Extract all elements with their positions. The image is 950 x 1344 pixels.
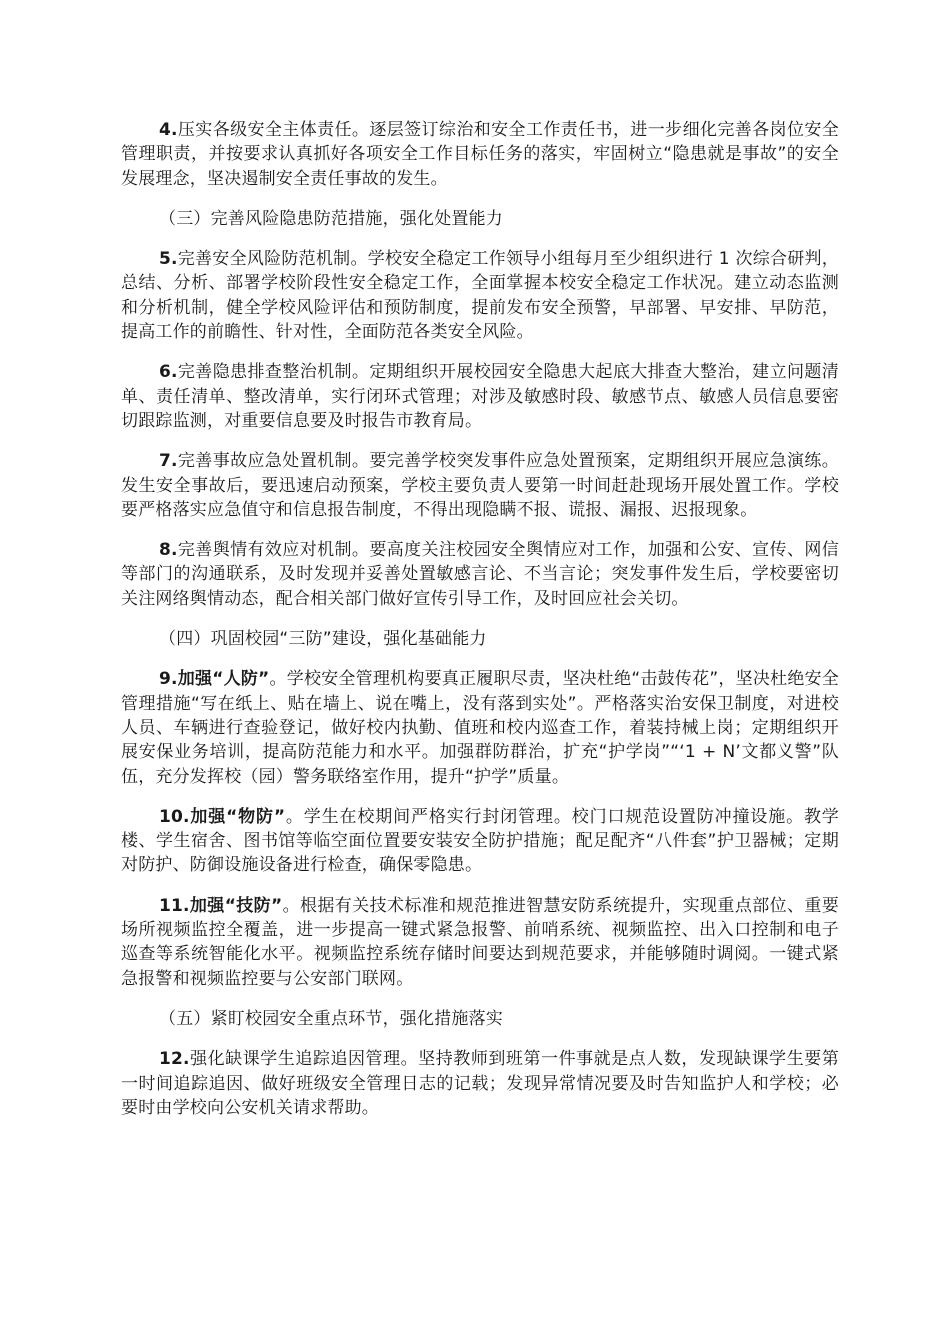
section-heading-4: （四）巩固校园“三防”建设，强化基础能力 bbox=[159, 629, 487, 650]
paragraph-item-12 bbox=[121, 1047, 839, 1120]
document-page bbox=[121, 118, 839, 1136]
item-number: 7. bbox=[159, 451, 178, 472]
paragraph-item-4 bbox=[121, 118, 839, 191]
item-number: 12. bbox=[159, 1049, 190, 1070]
item-number: 10. bbox=[159, 806, 190, 827]
paragraph-item-7 bbox=[121, 449, 839, 522]
item-text: 完善隐患排查整治机制。定期组织开展校园安全隐患大起底大排查大整治，建立问题清单、责任清单、整改清单，实行闭环式管理；对涉及敏感时段、敏感节点、敏感人员信息要密切跟踪监测，对重要信息要及时报告市教育局。 bbox=[121, 362, 839, 431]
item-text: 。学生在校期间严格实行封闭管理。校门口规范设置防冲撞设施。教学楼、学生宿舍、图书馆等临空面位置要安装安全防护措施；配足配齐“八件套”护卫器械；定期对防护、防御设施设备进行检查，确保零隐患。 bbox=[121, 806, 840, 876]
item-number: 8. bbox=[159, 540, 178, 561]
item-number: 6. bbox=[159, 362, 178, 383]
section-heading-5: （五）紧盯校园安全重点环节，强化措施落实 bbox=[159, 1008, 503, 1029]
paragraph-item-5 bbox=[121, 247, 839, 344]
paragraph-item-10 bbox=[121, 805, 839, 878]
item-text: 完善安全风险防范机制。学校安全稳定工作领导小组每月至少组织进行 1 次综合研判，总结、分析、部署学校阶段性安全稳定工作，全面掌握本校安全稳定工作状况。建立动态监测和分析机制，健全学校风险评估和预防制度，提前发布安全预警，早部署、早安排、早防范，提高工作的前瞻性、针对性，全面防范各类安全风险。 bbox=[121, 249, 839, 343]
item-keyword: 加强“技防” bbox=[189, 895, 283, 916]
item-text: 强化缺课学生追踪追因管理。坚持教师到班第一件事就是点人数，发现缺课学生要第一时间追踪追因、做好班级安全管理日志的记载；发现异常情况要及时告知监护人和学校；必要时由学校向公安机关请求帮助。 bbox=[121, 1049, 839, 1118]
item-keyword: 加强“物防” bbox=[189, 806, 286, 827]
item-number: 4. bbox=[159, 120, 178, 140]
paragraph-item-11 bbox=[121, 894, 839, 991]
item-keyword: 加强“人防” bbox=[177, 669, 270, 690]
item-text: 完善舆情有效应对机制。要高度关注校园安全舆情应对工作，加强和公安、宣传、网信等部门的沟通联系，及时发现并妥善处置敏感言论、不当言论；突发事件发生后，学校要密切关注网络舆情动态，配合相关部门做好宣传引导工作，及时回应社会关切。 bbox=[121, 540, 839, 609]
paragraph-item-9 bbox=[121, 667, 839, 788]
item-number: 5. bbox=[159, 249, 178, 270]
item-number: 11. bbox=[159, 895, 190, 916]
item-text: 完善事故应急处置机制。要完善学校突发事件应急处置预案，定期组织开展应急演练。发生安全事故后，要迅速启动预案，学校主要负责人要第一时间赶赴现场开展处置工作。学校要严格落实应急值守和信息报告制度，不得出现隐瞒不报、谎报、漏报、迟报现象。 bbox=[121, 451, 839, 520]
item-text: 。学校安全管理机构要真正履职尽责，坚决杜绝“击鼓传花”，坚决杜绝安全管理措施“写在纸上、贴在墙上、说在嘴上，没有落到实处”。严格落实治安保卫制度，对进校人员、车辆进行查验登记，做好校内执勤、值班和校内巡查工作，着装持械上岗；定期组织开展安保业务培训，提高防范能力和水平。加强群防群治，扩充“护学岗”“‘1 + N’文都义警”队伍，充分发挥校（园）警务联络室作用，提升“护学”质量。 bbox=[121, 669, 839, 787]
paragraph-item-6 bbox=[121, 360, 839, 433]
paragraph-item-8 bbox=[121, 538, 839, 611]
item-text: 压实各级安全主体责任。逐层签订综治和安全工作责任书，进一步细化完善各岗位安全管理职责，并按要求认真抓好各项安全工作目标任务的落实，牢固树立“隐患就是事故”的安全发展理念，坚决遏制安全责任事故的发生。 bbox=[121, 120, 839, 189]
item-number: 9. bbox=[159, 669, 178, 690]
item-text: 。根据有关技术标准和规范推进智慧安防系统提升，实现重点部位、重要场所视频监控全覆盖，进一步提高一键式紧急报警、前哨系统、视频监控、出入口控制和电子巡查等系统智能化水平。视频监控系统存储时间要达到规范要求，并能够随时调阅。一键式紧急报警和视频监控要与公安部门联网。 bbox=[121, 895, 839, 989]
section-heading-3: （三）完善风险隐患防范措施，强化处置能力 bbox=[159, 208, 503, 229]
